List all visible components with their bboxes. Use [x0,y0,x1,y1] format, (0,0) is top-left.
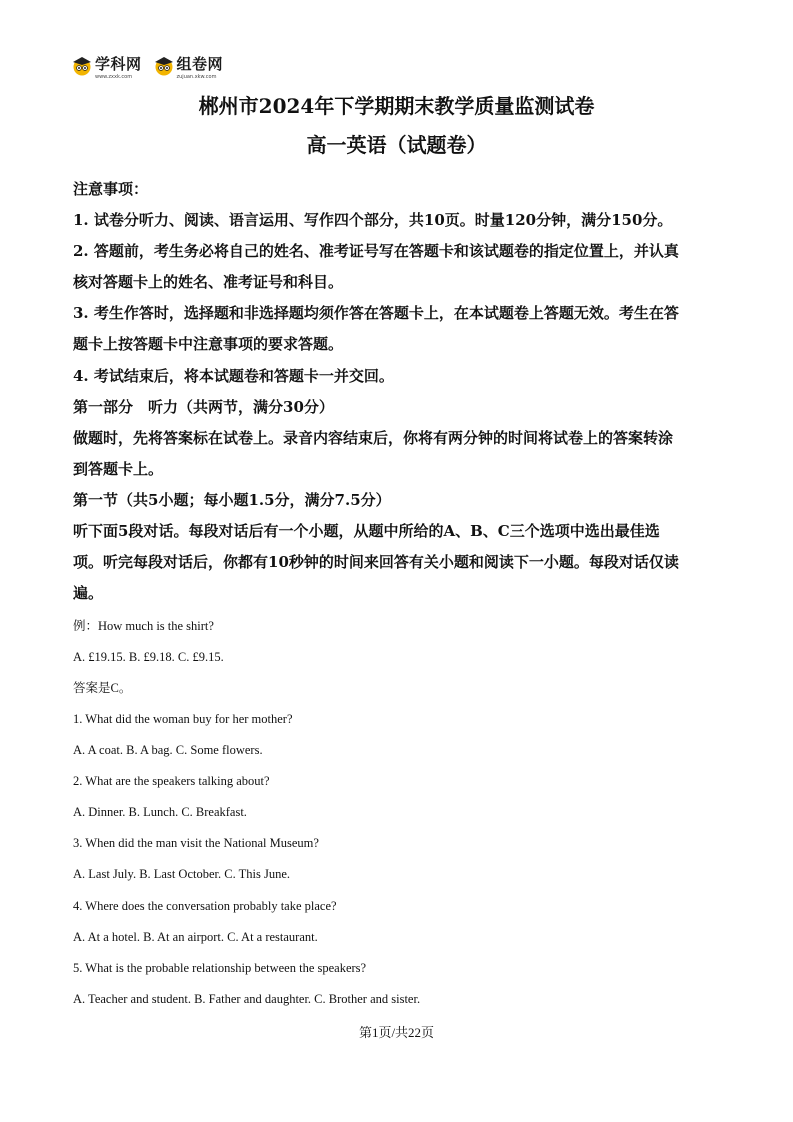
note-2b: 核对答题卡上的姓名、准考证号和科目。 [73,273,344,291]
exam-subtitle: 高一英语（试题卷） [306,133,487,157]
notes-heading: 注意事项： [73,180,149,198]
part1-instruction-a: 做题时，先将答案标在试卷上。录音内容结束后，你将有两分钟的时间将试卷上的答案转涂 [73,429,674,447]
header-logos [72,56,235,86]
note-1: 1. 试卷分听力、阅读、语言运用、写作四个部分，共10页。时量120分钟，满分150分。 [73,211,673,229]
note-4: 4. 考试结束后，将本试题卷和答题卡一并交回。 [73,367,394,385]
question-2-options: A. Dinner. B. Lunch. C. Breakfast. [73,805,247,819]
zujuan-logo-url: zujuan.xkw.com [176,74,217,80]
question-3: 3. When did the man visit the National Museum? [73,836,319,850]
zxxk-logo[interactable] [72,56,142,80]
example-options: A. £19.15. B. £9.18. C. £9.15. [73,650,224,664]
note-3a: 3. 考生作答时，选择题和非选择题均须作答在答题卡上，在本试题卷上答题无效。考生在答 [73,304,679,322]
owl-face-icon [72,56,92,76]
note-3b: 题卡上按答题卡中注意事项的要求答题。 [73,335,344,353]
part1-instruction-b: 到答题卡上。 [73,460,164,478]
exam-title: 郴州市2024年下学期期末教学质量监测试卷 [198,94,595,118]
zxxk-logo-url: www.zxxk.com [95,74,133,80]
section1-instruction-b: 项。听完每段对话后，你都有10秒钟的时间来回答有关小题和阅读下一小题。每段对话仅读 [73,553,679,571]
question-2: 2. What are the speakers talking about? [73,774,270,788]
owl-face-icon [154,56,174,76]
question-4-options: A. At a hotel. B. At an airport. C. At a restaurant. [73,930,318,944]
question-1: 1. What did the woman buy for her mother? [73,712,293,726]
question-4: 4. Where does the conversation probably take place? [73,899,337,913]
question-1-options: A. A coat. B. A bag. C. Some flowers. [73,743,263,757]
question-3-options: A. Last July. B. Last October. C. This June. [73,867,290,881]
section1-heading: 第一节（共5小题；每小题1.5分，满分7.5分） [73,491,391,509]
zxxk-logo-text: 学科网 [95,55,142,73]
section1-instruction-a: 听下面5段对话。每段对话后有一个小题，从题中所给的A、B、C三个选项中选出最佳选 [73,522,660,540]
zujuan-logo[interactable] [154,56,224,80]
example-question: 例：How much is the shirt? [73,619,214,633]
zujuan-logo-text: 组卷网 [176,55,224,73]
example-answer: 答案是C。 [73,681,132,695]
page-number: 第1页/共22页 [358,1025,435,1040]
question-5: 5. What is the probable relationship between the speakers? [73,961,367,975]
part1-heading: 第一部分 听力（共两节，满分30分） [73,398,334,416]
section1-instruction-c: 遍。 [73,584,104,602]
question-5-options: A. Teacher and student. B. Father and daughter. C. Brother and sister. [73,992,421,1006]
note-2a: 2. 答题前，考生务必将自己的姓名、准考证号写在答题卡和该试题卷的指定位置上，并认真 [73,242,679,260]
